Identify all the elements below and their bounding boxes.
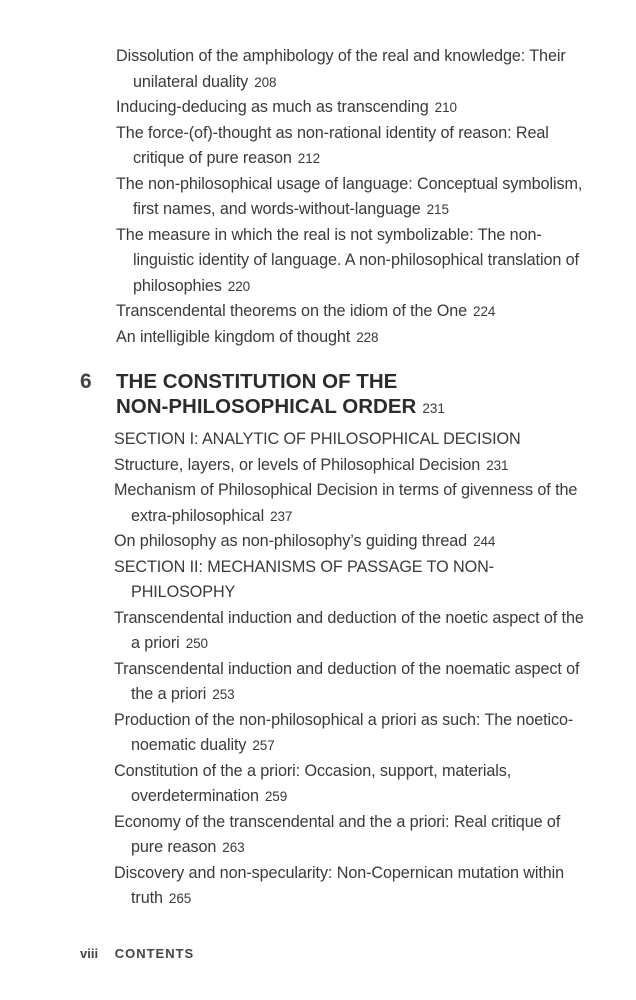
chapter-title: THE CONSTITUTION OF THE NON-PHILOSOPHICAL ORDER 231 [116,370,445,418]
toc-page-number: 228 [356,329,379,345]
toc-entry: Transcendental theorems on the idiom of the One 224 [116,302,496,320]
toc-entry: Production of the non-philosophical a priori as such: The noetico-noematic duality 257 [114,710,574,754]
toc-entry: The force-(of)-thought as non-rational identity of reason: Real critique of pure reason 212 [116,123,549,167]
toc-list-chapter-6 [114,427,594,912]
toc-page-number: 265 [168,891,192,906]
toc-section-heading: SECTION II: MECHANISMS OF PASSAGE TO NON-PHILOSOPHY [114,557,494,601]
chapter-page-number: 231 [422,401,445,416]
toc-entry: The non-philosophical usage of language: Conceptual symbolism, first names, and words-without-language 215 [116,174,583,218]
toc-entry: Constitution of the a priori: Occasion, support, materials, overdetermination 259 [114,761,512,805]
toc-page-number: 231 [486,457,509,473]
toc-page-number: 244 [473,534,496,549]
toc-page-number: 224 [473,304,496,319]
toc-page-number: 237 [270,508,293,524]
toc-page-number: 253 [212,687,235,702]
toc-page-number: 220 [227,278,251,294]
folio: viii [80,946,99,961]
toc-entry: Transcendental induction and deduction of the noetic aspect of the a priori 250 [114,608,584,652]
toc-entry: On philosophy as non-philosophy’s guiding thread 244 [114,532,496,550]
toc-page-number: 210 [434,100,457,115]
toc-page-number: 215 [426,202,449,217]
toc-page-number: 259 [264,789,288,804]
toc-entry: Transcendental induction and deduction of the noematic aspect of the a priori 253 [114,659,580,703]
toc-entry: Structure, layers, or levels of Philosophical Decision 231 [114,455,509,474]
toc-entry: Mechanism of Philosophical Decision in terms of givenness of the extra-philosophical 237 [114,481,578,525]
page-footer [80,946,194,961]
toc-entry: Economy of the transcendental and the a priori: Real critique of pure reason 263 [114,812,561,856]
chapter-number: 6 [80,370,92,393]
toc-page-number: 257 [252,738,275,753]
running-head: CONTENTS [114,946,195,961]
toc-entry: Discovery and non-specularity: Non-Copernican mutation within truth 265 [114,863,565,907]
toc-entry: Inducing-deducing as much as transcending 210 [116,98,457,116]
toc-entry: The measure in which the real is not symbolizable: The non-linguistic identity of language. A non-philosophical translation of philosophies 220 [116,225,579,295]
toc-page-number: 263 [222,840,245,855]
toc-page-number: 212 [297,151,321,166]
toc-entry: An intelligible kingdom of thought 228 [116,327,379,346]
toc-entry: Dissolution of the amphibology of the real and knowledge: Their unilateral duality 208 [116,47,566,91]
toc-section-heading: SECTION I: ANALYTIC OF PHILOSOPHICAL DECISION [114,430,521,448]
toc-list-continued [116,44,596,350]
toc-page-number: 250 [185,636,208,651]
toc-page-number: 208 [254,74,277,90]
